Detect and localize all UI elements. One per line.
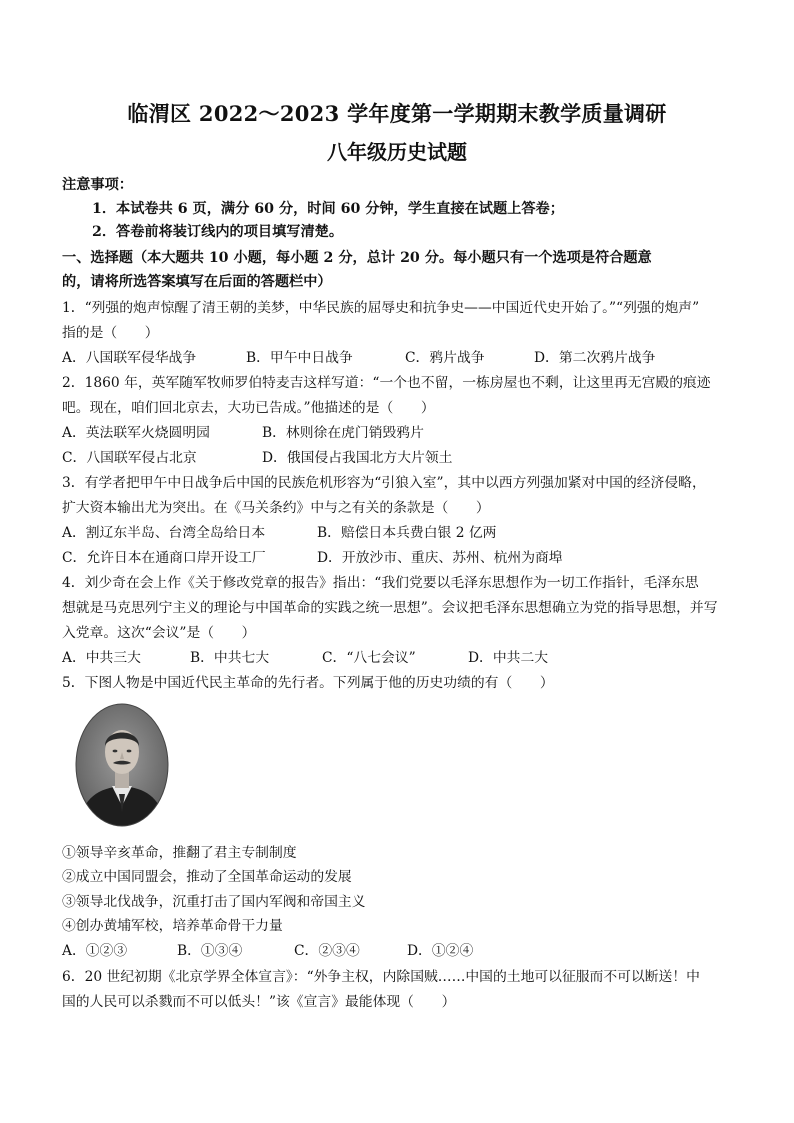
q3-stem-line-2: 扩大资本输出尤为突出。在《马关条约》中与之有关的条款是（ ） bbox=[62, 500, 490, 516]
q5-statement-1: ①领导辛亥革命，推翻了君主专制制度 bbox=[62, 845, 297, 861]
q5-option-a: A．①②③ bbox=[62, 943, 128, 959]
q2-option-d: D．俄国侵占我国北方大片领土 bbox=[262, 450, 453, 466]
portrait-image bbox=[74, 702, 170, 828]
q3-option-a: A．割辽东半岛、台湾全岛给日本 bbox=[62, 525, 266, 541]
q3-stem-line-1: 3．有学者把甲午中日战争后中国的民族危机形容为“引狼入室”，其中以西方列强加紧对中国的经济侵略， bbox=[62, 475, 706, 491]
q5-option-c: C．②③④ bbox=[294, 943, 360, 959]
q6-stem-line-1: 6．20 世纪初期《北京学界全体宣言》：“外争主权，内除国贼……中国的土地可以征服而不可以断送！中 bbox=[62, 969, 700, 985]
q5-option-b: B．①③④ bbox=[177, 943, 243, 959]
q5-statement-2: ②成立中国同盟会，推动了全国革命运动的发展 bbox=[62, 869, 352, 885]
q1-option-d: D．第二次鸦片战争 bbox=[534, 350, 656, 366]
q1-stem-line-1: 1．“列强的炮声惊醒了清王朝的美梦，中华民族的屈辱史和抗争史——中国近代史开始了。”“列强的炮声” bbox=[62, 300, 700, 316]
q4-option-c: C．“八七会议” bbox=[322, 650, 416, 666]
q3-option-c: C．允许日本在通商口岸开设工厂 bbox=[62, 550, 266, 566]
q4-stem-line-2: 想就是马克思列宁主义的理论与中国革命的实践之统一思想”。会议把毛泽东思想确立为党的指导思想，并写 bbox=[62, 600, 718, 616]
q2-stem-line-1: 2．1860 年，英军随军牧师罗伯特麦吉这样写道：“一个也不留，一栋房屋也不剩，让这里再无宫殿的痕迹 bbox=[62, 375, 711, 391]
q2-option-c: C．八国联军侵占北京 bbox=[62, 450, 197, 466]
q1-option-b: B．甲午中日战争 bbox=[246, 350, 353, 366]
q4-stem-line-1: 4．刘少奇在会上作《关于修改党章的报告》指出：“我们党要以毛泽东思想作为一切工作指针，毛泽东思 bbox=[62, 575, 699, 591]
section-heading-line-2: 的，请将所选答案填写在后面的答题栏中） bbox=[62, 274, 332, 290]
q4-stem-line-3: 入党章。这次“会议”是（ ） bbox=[62, 625, 256, 641]
q5-statement-4: ④创办黄埔军校，培养革命骨干力量 bbox=[62, 918, 283, 934]
q3-option-b: B．赔偿日本兵费白银 2 亿两 bbox=[317, 525, 497, 541]
q2-option-a: A．英法联军火烧圆明园 bbox=[62, 425, 210, 441]
q4-option-d: D．中共二大 bbox=[468, 650, 549, 666]
q1-option-c: C．鸦片战争 bbox=[405, 350, 485, 366]
notice-heading: 注意事项： bbox=[62, 177, 133, 193]
section-heading-line-1: 一、选择题（本大题共 10 小题，每小题 2 分，总计 20 分。每小题只有一个选项是符合题意 bbox=[62, 250, 652, 266]
exam-subtitle: 八年级历史试题 bbox=[327, 140, 467, 164]
q1-stem-line-2: 指的是（ ） bbox=[62, 325, 159, 341]
notice-item-2: 2．答卷前将装订线内的项目填写清楚。 bbox=[92, 224, 344, 240]
q5-option-d: D．①②④ bbox=[407, 943, 474, 959]
q4-option-b: B．中共七大 bbox=[190, 650, 270, 666]
notice-item-1: 1．本试卷共 6 页，满分 60 分，时间 60 分钟，学生直接在试题上答卷； bbox=[92, 201, 564, 217]
q1-option-a: A．八国联军侵华战争 bbox=[62, 350, 197, 366]
q3-option-d: D．开放沙市、重庆、苏州、杭州为商埠 bbox=[317, 550, 563, 566]
q5-stem-line-1: 5．下图人物是中国近代民主革命的先行者。下列属于他的历史功绩的有（ ） bbox=[62, 675, 554, 691]
q4-option-a: A．中共三大 bbox=[62, 650, 141, 666]
q2-stem-line-2: 吧。现在，咱们回北京去，大功已告成。”他描述的是（ ） bbox=[62, 400, 435, 416]
q6-stem-line-2: 国的人民可以杀戮而不可以低头！”该《宣言》最能体现（ ） bbox=[62, 994, 456, 1010]
exam-title: 临渭区 2022～2023 学年度第一学期期末教学质量调研 bbox=[127, 101, 667, 126]
q2-option-b: B．林则徐在虎门销毁鸦片 bbox=[262, 425, 424, 441]
q5-statement-3: ③领导北伐战争，沉重打击了国内军阀和帝国主义 bbox=[62, 894, 366, 910]
